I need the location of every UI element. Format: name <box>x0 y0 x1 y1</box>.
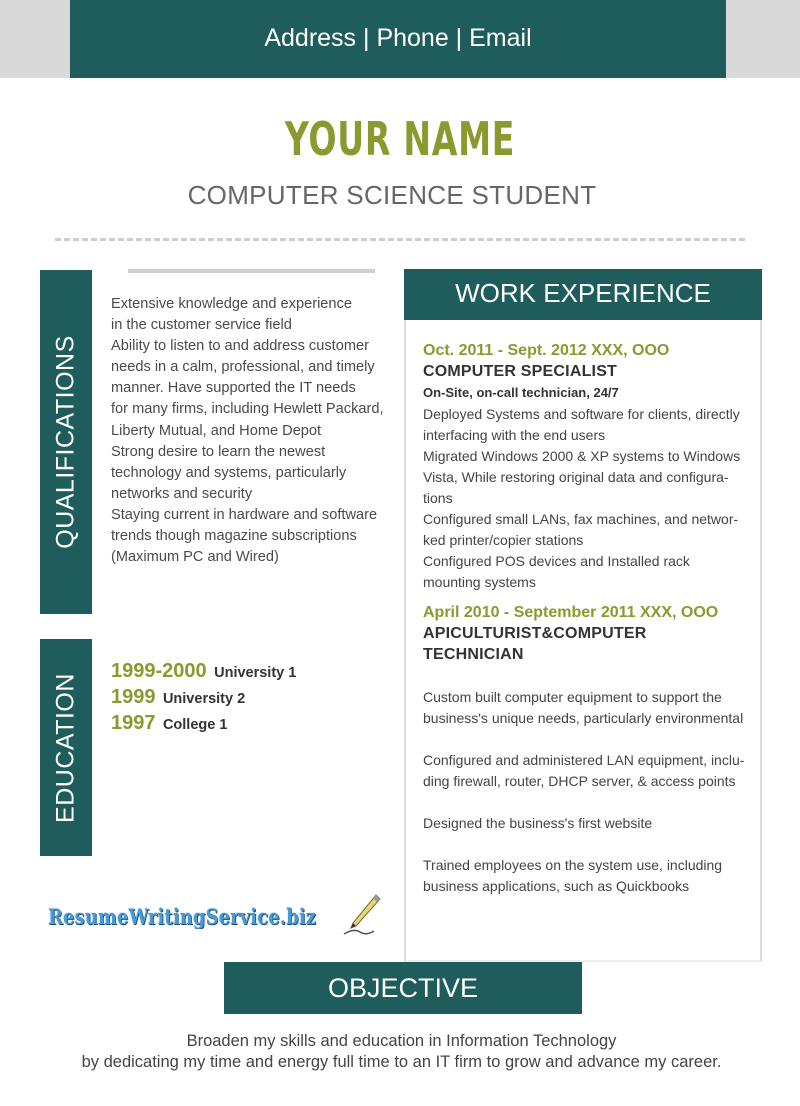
job-duty-line: tions <box>423 490 453 506</box>
education-year: 1999 <box>111 686 156 708</box>
education-list <box>111 660 296 738</box>
resume-service-logo <box>48 892 388 940</box>
qualifications-divider <box>128 269 375 273</box>
education-tab <box>40 639 92 856</box>
qualification-line: for many firms, including Hewlett Packard, <box>111 401 384 418</box>
job-duty-line: Configured and administered LAN equipment, inclu- <box>423 752 745 768</box>
job-duty-line: interfacing with the end users <box>423 427 606 443</box>
education-year: 1999-2000 <box>111 660 207 682</box>
qualification-line: Ability to listen to and address customer <box>111 338 369 355</box>
qualification-line: (Maximum PC and Wired) <box>111 549 279 566</box>
qualifications-list <box>111 294 401 568</box>
education-school: University 2 <box>162 691 246 707</box>
job-duty-line: business's unique needs, particularly environmental <box>423 710 744 726</box>
objective-line: by dedicating my time and energy full time to an IT firm to grow and advance my career. <box>81 1053 722 1071</box>
work-experience-heading: WORK EXPERIENCE <box>404 269 762 320</box>
job-duty-line: business applications, such as Quickbooks <box>423 878 690 894</box>
qualification-line: technology and systems, particularly <box>111 464 347 481</box>
job-duty-line: Configured small LANs, fax machines, and networ- <box>423 511 739 527</box>
job-duties <box>423 687 753 897</box>
job-duty-line: ding firewall, router, DHCP server, & access points <box>423 773 736 789</box>
job-duty-line: Trained employees on the system use, including <box>423 857 723 873</box>
qualification-line: needs in a calm, professional, and timely <box>111 359 375 376</box>
education-entry <box>111 660 296 686</box>
work-experience-content <box>423 340 753 918</box>
qualification-line: Strong desire to learn the newest <box>111 443 326 460</box>
job-duty-line: Custom built computer equipment to support the <box>423 689 722 705</box>
objective-text <box>0 1031 800 1073</box>
education-entry <box>111 712 296 738</box>
contact-bar: Address | Phone | Email <box>70 0 726 78</box>
qualification-line: in the customer service field <box>111 317 292 334</box>
job-duty-line: Designed the business's first website <box>423 815 653 831</box>
job-duty-line: Deployed Systems and software for clients, directly <box>423 406 740 422</box>
job-subtitle: On-Site, on-call technician, 24/7 <box>423 385 619 400</box>
job-duty-line: Migrated Windows 2000 & XP systems to Windows <box>423 448 741 464</box>
qualification-line: Liberty Mutual, and Home Depot <box>111 422 322 439</box>
job-duty-line: Vista, While restoring original data and configura- <box>423 469 729 485</box>
education-school: University 1 <box>214 665 297 681</box>
objective-heading: OBJECTIVE <box>224 962 582 1014</box>
qualification-line: manner. Have supported the IT needs <box>111 380 356 397</box>
dashed-divider <box>55 238 745 241</box>
pen-icon <box>340 892 384 940</box>
job-duty-item <box>423 855 753 897</box>
resume-title: COMPUTER SCIENCE STUDENT <box>187 180 597 210</box>
qualifications-heading: QUALIFICATIONS <box>51 335 80 549</box>
job-duty-line: Configured POS devices and Installed rack <box>423 553 690 569</box>
qualifications-tab <box>40 270 92 614</box>
education-entry <box>111 686 296 712</box>
job-title: APICULTURIST&COMPUTER <box>423 625 647 642</box>
job-duty-item <box>423 750 753 792</box>
job-duty-line: ked printer/copier stations <box>423 532 584 548</box>
job-duty-line: mounting systems <box>423 574 536 590</box>
qualification-line: networks and security <box>111 485 253 502</box>
qualification-line: Staying current in hardware and software <box>111 506 378 523</box>
qualification-line: trends though magazine subscriptions <box>111 528 357 545</box>
job-date: Oct. 2011 - Sept. 2012 XXX, OOO <box>423 342 670 359</box>
education-heading: EDUCATION <box>51 672 80 823</box>
qualification-line: Extensive knowledge and experience <box>111 296 352 312</box>
education-year: 1997 <box>111 712 156 734</box>
job-date: April 2010 - September 2011 XXX, OOO <box>423 604 719 621</box>
logo-text: ResumeWritingService.biz <box>48 904 317 929</box>
resume-name: YOUR NAME <box>284 112 516 166</box>
job-title: TECHNICIAN <box>423 646 524 663</box>
job-title: COMPUTER SPECIALIST <box>423 363 618 380</box>
job-duty-item <box>423 687 753 729</box>
job-duty-item <box>423 813 753 834</box>
objective-line: Broaden my skills and education in Information Technology <box>186 1032 617 1050</box>
education-school: College 1 <box>162 717 228 733</box>
